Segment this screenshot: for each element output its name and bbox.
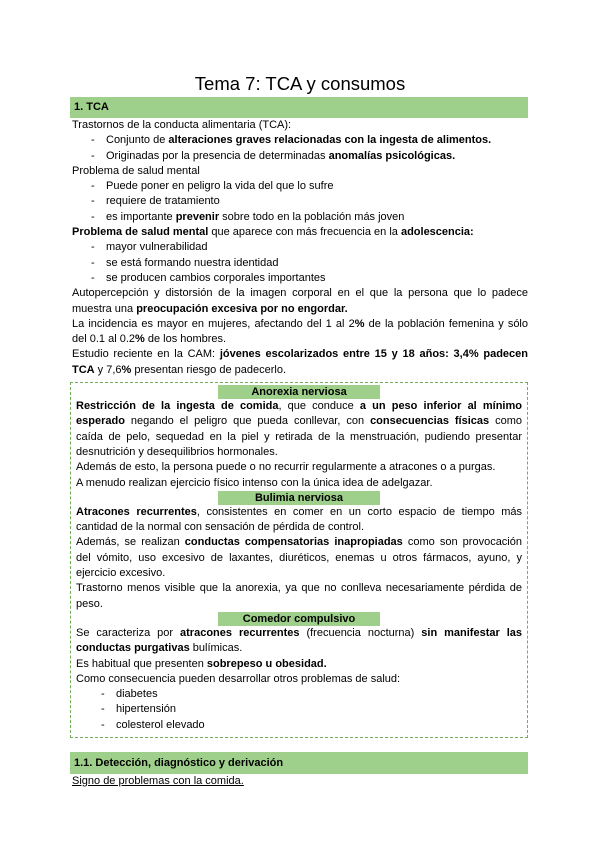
list-item: - se está formando nuestra identidad — [72, 256, 528, 271]
tca-types-box — [70, 382, 528, 738]
autopercepcion-paragraph: Autopercepción y distorsión de la imagen corporal en el que la persona que lo padece muestra una preocupación excesiva por no engordar. — [72, 287, 528, 315]
comedor-heading: Comedor compulsivo — [218, 612, 380, 626]
list-item: - hipertensión — [76, 702, 522, 717]
list-item: - se producen cambios corporales importantes — [72, 271, 528, 286]
comedor-list — [76, 687, 522, 733]
tca-intro: Trastornos de la conducta alimentaria (TCA): — [72, 119, 292, 131]
comedor-paragraph-1: Se caracteriza por atracones recurrentes (frecuencia nocturna) sin manifestar las conductas purgativas bulímicas. — [76, 626, 522, 655]
bulimia-paragraph-1: Atracones recurrentes, consistentes en comer en un corto espacio de tiempo más cantidad de la normal con sensación de pérdida de control. — [76, 505, 522, 534]
comedor-paragraph-3: Como consecuencia pueden desarrollar otros problemas de salud: — [76, 672, 401, 685]
page-title: Tema 7: TCA y consumos — [194, 73, 406, 94]
bulimia-paragraph-2: Además, se realizan conductas compensatorias inapropiadas como son provocación del vómito, uso excesivo de laxantes, diuréticos, enemas u otros fármacos, ayuno, y ejercicio excesivo. — [76, 536, 522, 580]
document-page — [72, 0, 528, 789]
anorexia-paragraph-3: A menudo realizan ejercicio físico intenso con la única idea de adelgazar. — [76, 476, 433, 489]
list-item: - requiere de tratamiento — [72, 194, 528, 209]
list-item: - Conjunto de alteraciones graves relacionadas con la ingesta de alimentos. — [72, 133, 528, 148]
bulimia-heading: Bulimia nerviosa — [218, 491, 380, 505]
list-item: - Puede poner en peligro la vida del que lo sufre — [72, 179, 528, 194]
list-item: - colesterol elevado — [76, 718, 522, 733]
salud-list — [72, 179, 528, 225]
tca-list — [72, 133, 528, 164]
list-item: - es importante prevenir sobre todo en la población más joven — [72, 210, 528, 225]
list-item: - mayor vulnerabilidad — [72, 240, 528, 255]
anorexia-heading: Anorexia nerviosa — [218, 385, 380, 399]
list-item: - diabetes — [76, 687, 522, 702]
incidencia-paragraph: La incidencia es mayor en mujeres, afectando del 1 al 2% de la población femenina y sólo del 0.1 al 0.2% de los hombres. — [72, 317, 528, 346]
salud-title: Problema de salud mental — [72, 164, 200, 177]
anorexia-paragraph-2: Además de esto, la persona puede o no recurrir regularmente a atracones o a purgas. — [76, 461, 496, 474]
deteccion-paragraph: Signo de problemas con la comida. — [72, 774, 244, 787]
section-heading-deteccion: 1.1. Detección, diagnóstico y derivación — [70, 752, 528, 774]
adolescencia-paragraph: Problema de salud mental que aparece con más frecuencia en la adolescencia: — [72, 226, 474, 239]
list-item: - Originadas por la presencia de determinadas anomalías psicológicas. — [72, 149, 528, 164]
section-heading-tca: 1. TCA — [70, 97, 528, 118]
comedor-paragraph-2: Es habitual que presenten sobrepeso u obesidad. — [76, 657, 327, 670]
bulimia-paragraph-3: Trastorno menos visible que la anorexia, ya que no conlleva necesariamente pérdida de peso. — [76, 582, 522, 610]
adolescencia-list — [72, 240, 528, 286]
cam-paragraph: Estudio reciente en la CAM: jóvenes escolarizados entre 15 y 18 años: 3,4% padecen TCA y 7,6% presentan riesgo de padecerlo. — [72, 348, 528, 376]
anorexia-paragraph-1: Restricción de la ingesta de comida, que conduce a un peso inferior al mínimo esperado negando el peligro que pueda conllevar, con consecuencias físicas como caída de pelo, sequedad en la piel y retirada de la menstruación, pudiendo presentar desnutrición y desequilibrios hormonales. — [76, 400, 522, 458]
